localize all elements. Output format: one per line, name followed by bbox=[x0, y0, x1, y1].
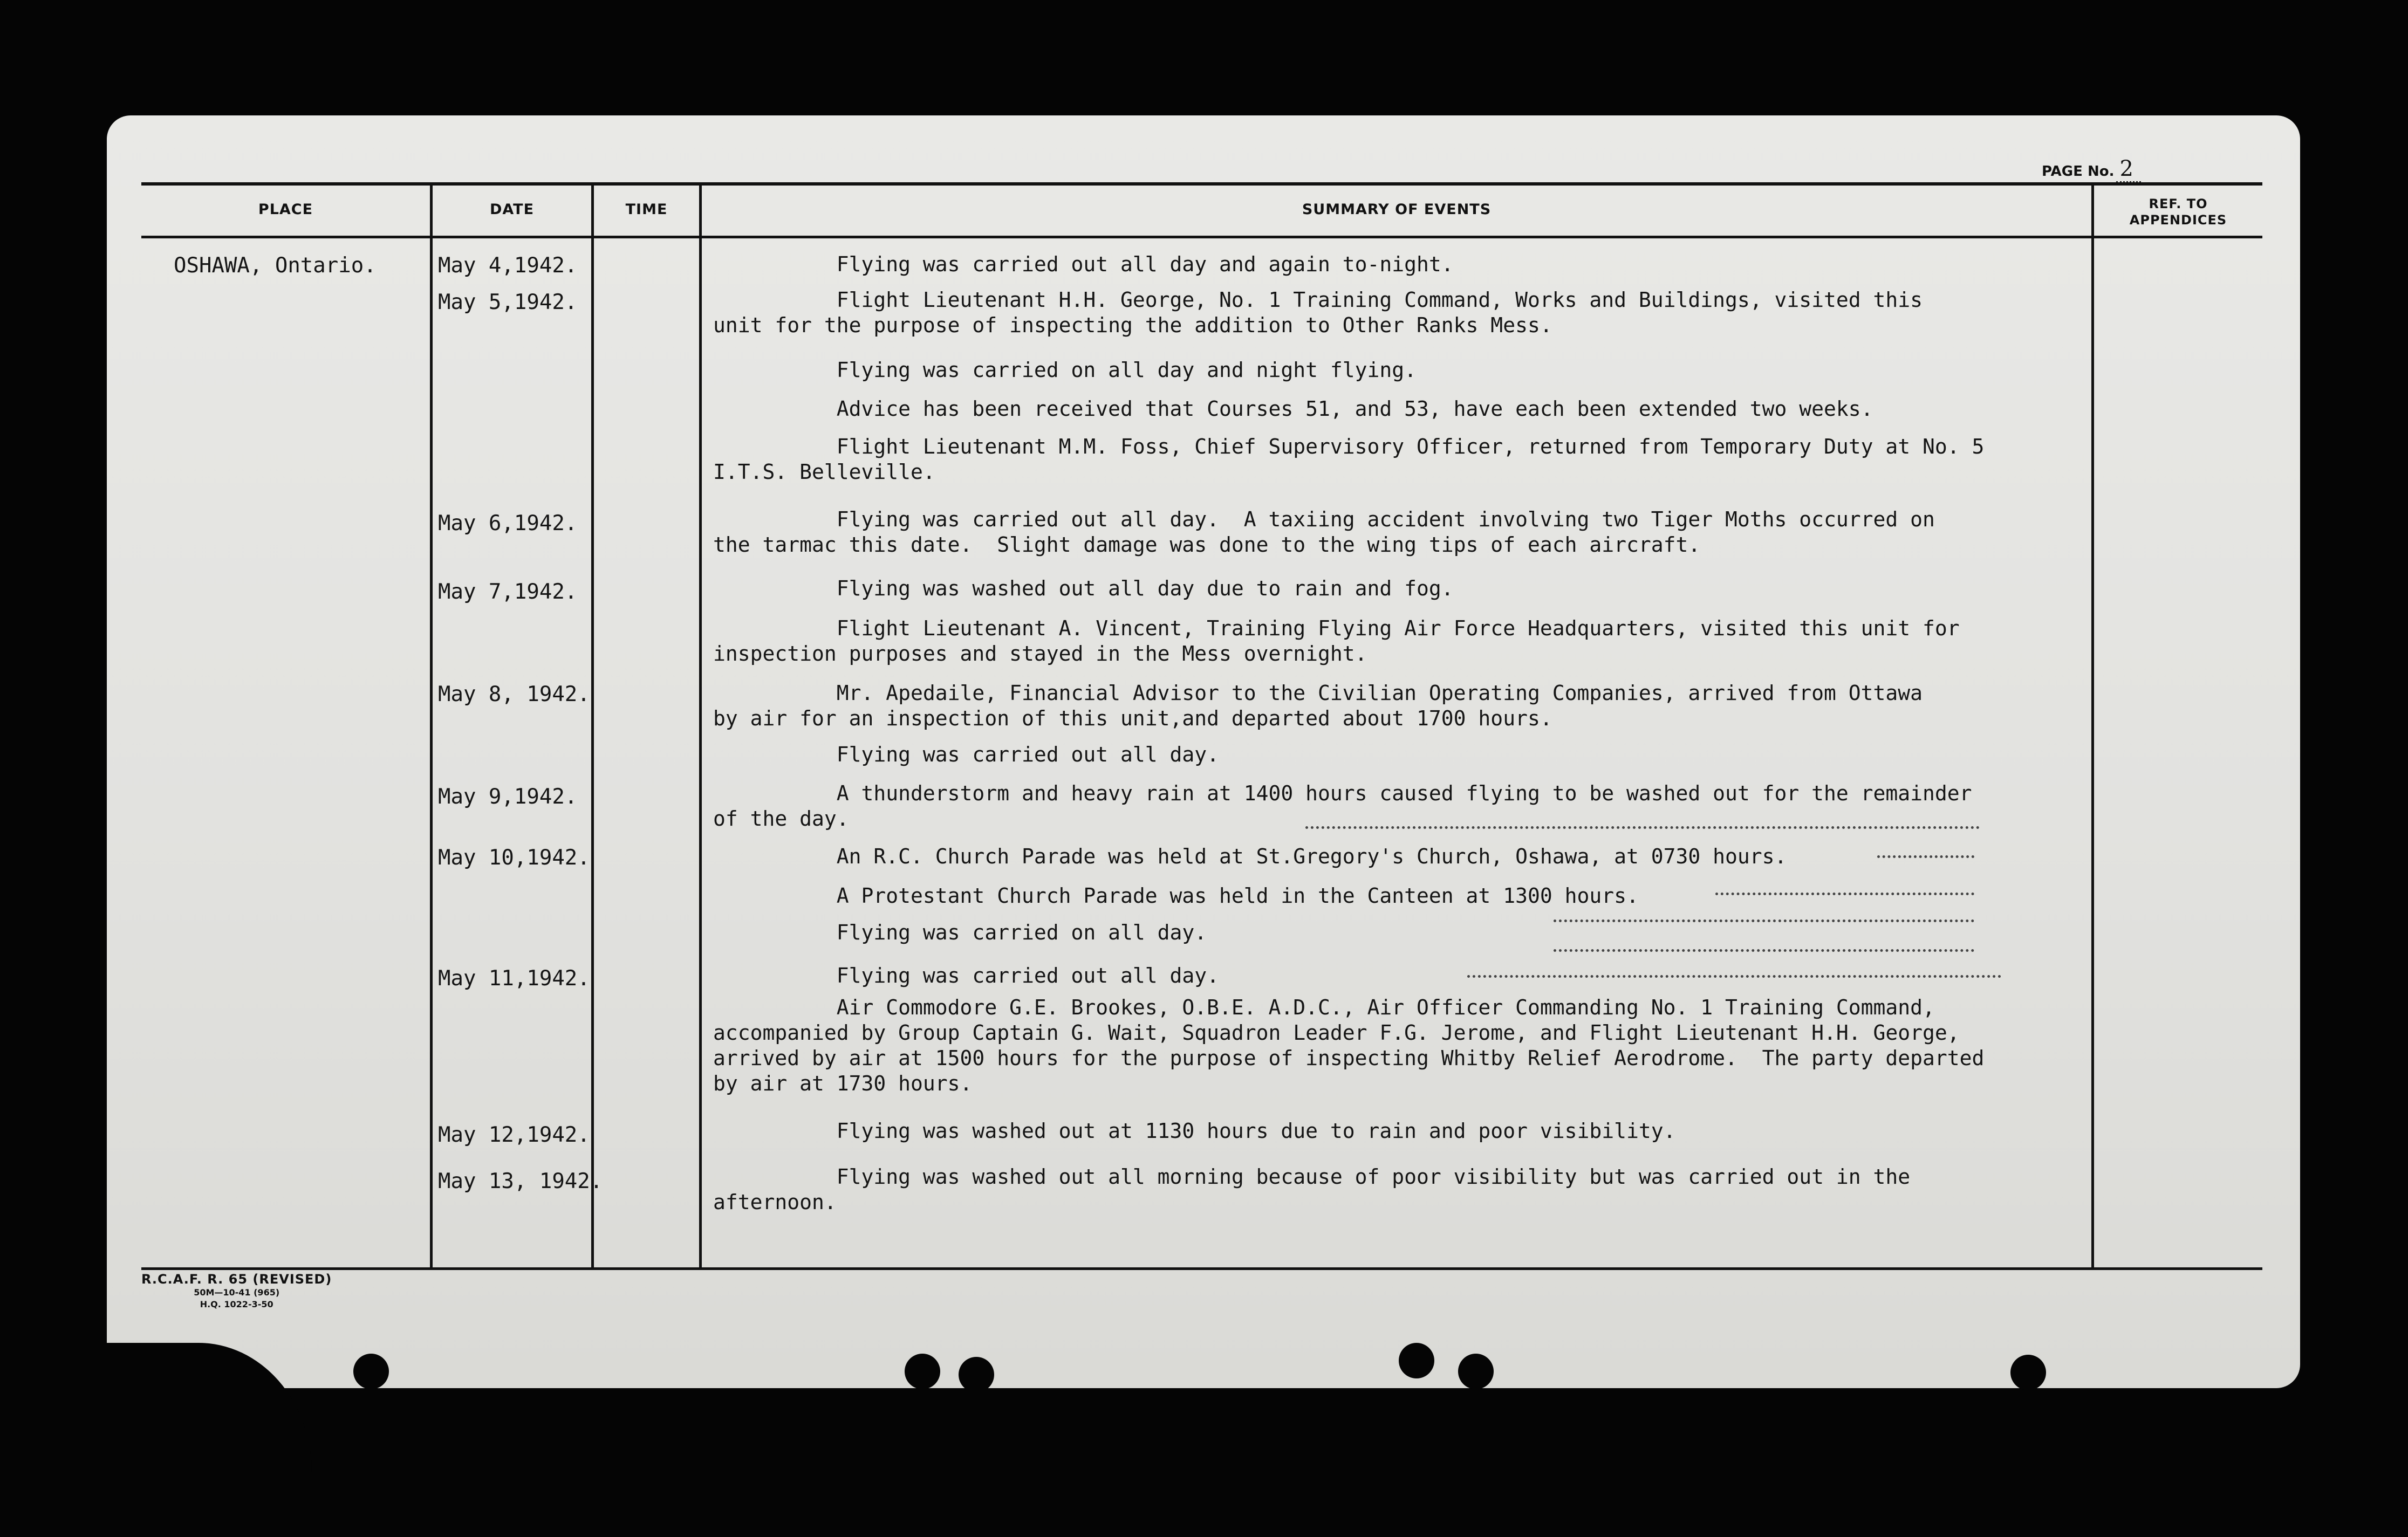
date-entry: May 7,1942. bbox=[438, 580, 578, 604]
event-entry: An R.C. Church Parade was held at St.Gregory's Church, Oshawa, at 0730 hours. bbox=[713, 845, 1787, 868]
event-entry: Mr. Apedaile, Financial Advisor to the Civilian Operating Companies, arrived from Ottawa by air for an inspection of this unit,and departed about 1700 hours. bbox=[713, 681, 1923, 730]
dotted-filler-line bbox=[1305, 826, 1980, 829]
time-summary-divider bbox=[699, 186, 702, 1267]
page-number-label: PAGE No. bbox=[2042, 163, 2115, 180]
page-number: 2 bbox=[2116, 156, 2140, 183]
event-entry: Flying was carried out all day. bbox=[713, 743, 1219, 766]
date-entry: May 8, 1942. bbox=[438, 682, 590, 706]
header-ref-line1: REF. TO bbox=[2149, 196, 2208, 211]
table-bottom-rule bbox=[141, 1267, 2262, 1270]
date-entry: May 4,1942. bbox=[438, 253, 578, 278]
place-date-divider bbox=[430, 186, 433, 1267]
header-summary: SUMMARY OF EVENTS bbox=[1302, 201, 1492, 218]
date-entry: May 9,1942. bbox=[438, 785, 578, 809]
punch-hole bbox=[1399, 1343, 1434, 1378]
dotted-filler-line bbox=[1715, 893, 1974, 895]
date-time-divider bbox=[591, 186, 594, 1267]
header-place: PLACE bbox=[258, 201, 313, 218]
date-entry: May 5,1942. bbox=[438, 290, 578, 314]
header-time: TIME bbox=[625, 201, 668, 218]
event-entry: Advice has been received that Courses 51, and 53, have each been extended two weeks. bbox=[713, 397, 1873, 421]
page-number-field bbox=[2042, 156, 2141, 183]
event-entry: Air Commodore G.E. Brookes, O.B.E. A.D.C., Air Officer Commanding No. 1 Training Command, accompanied by Group Captain G. Wait, Squadron Leader F.G. Jerome, and Flight Lieutenant H.H. George, arrived by air at 1500 hours for the purpose of inspecting Whitby Relief Aerodrome. The party departed by air at 1730 hours. bbox=[713, 996, 1985, 1095]
form-identifier bbox=[141, 1272, 332, 1310]
form-number: R.C.A.F. R. 65 (REVISED) bbox=[141, 1272, 332, 1287]
event-entry: Flying was washed out all day due to rain and fog. bbox=[713, 577, 1454, 600]
dotted-filler-line bbox=[1554, 949, 1974, 952]
form-hq-code: H.Q. 1022-3-50 bbox=[200, 1299, 273, 1309]
date-entry: May 6,1942. bbox=[438, 511, 578, 536]
date-entry: May 12,1942. bbox=[438, 1123, 590, 1147]
header-top-rule bbox=[141, 182, 2262, 186]
form-print-code: 50M—10-41 (965) bbox=[194, 1287, 280, 1298]
event-entry: Flying was carried on all day. bbox=[713, 921, 1207, 944]
event-entry: Flight Lieutenant A. Vincent, Training Flying Air Force Headquarters, visited this unit for inspection purposes and stayed in the Mess overnight. bbox=[713, 616, 1960, 665]
place-entry: OSHAWA, Ontario. bbox=[174, 253, 377, 278]
event-entry: Flight Lieutenant H.H. George, No. 1 Training Command, Works and Buildings, visited this unit for the purpose of inspecting the addition to Other Ranks Mess. bbox=[713, 288, 1923, 337]
punch-hole bbox=[959, 1357, 994, 1392]
event-entry: Flying was washed out at 1130 hours due to rain and poor visibility. bbox=[713, 1119, 1676, 1143]
event-entry: A Protestant Church Parade was held in the Canteen at 1300 hours. bbox=[713, 884, 1639, 908]
punch-hole bbox=[353, 1354, 389, 1389]
event-entry: Flight Lieutenant M.M. Foss, Chief Supervisory Officer, returned from Temporary Duty at No. 5 I.T.S. Belleville. bbox=[713, 435, 1985, 484]
date-entry: May 11,1942. bbox=[438, 966, 590, 991]
punch-hole bbox=[2010, 1355, 2046, 1390]
date-entry: May 10,1942. bbox=[438, 846, 590, 870]
header-date: DATE bbox=[489, 201, 535, 218]
punch-hole bbox=[1458, 1354, 1494, 1389]
event-entry: Flying was carried out all day. A taxiing accident involving two Tiger Moths occurred on the tarmac this date. Slight damage was done to the wing tips of each aircraft. bbox=[713, 507, 1935, 557]
event-entry: Flying was washed out all morning because of poor visibility but was carried out in the afternoon. bbox=[713, 1165, 1911, 1214]
header-bottom-rule bbox=[141, 236, 2262, 238]
event-entry: A thunderstorm and heavy rain at 1400 hours caused flying to be washed out for the remainder of the day. bbox=[713, 781, 1972, 831]
event-entry: Flying was carried on all day and night flying. bbox=[713, 358, 1417, 382]
dotted-filler-line bbox=[1467, 975, 2001, 978]
dotted-filler-line bbox=[1877, 855, 1974, 858]
date-entry: May 13, 1942. bbox=[438, 1169, 603, 1193]
event-entry: Flying was carried out all day and again to-night. bbox=[713, 252, 1454, 276]
header-ref-line2: APPENDICES bbox=[2129, 212, 2227, 228]
event-entry: Flying was carried out all day. bbox=[713, 964, 1219, 987]
dotted-filler-line bbox=[1554, 920, 1974, 922]
punch-hole bbox=[905, 1354, 940, 1389]
